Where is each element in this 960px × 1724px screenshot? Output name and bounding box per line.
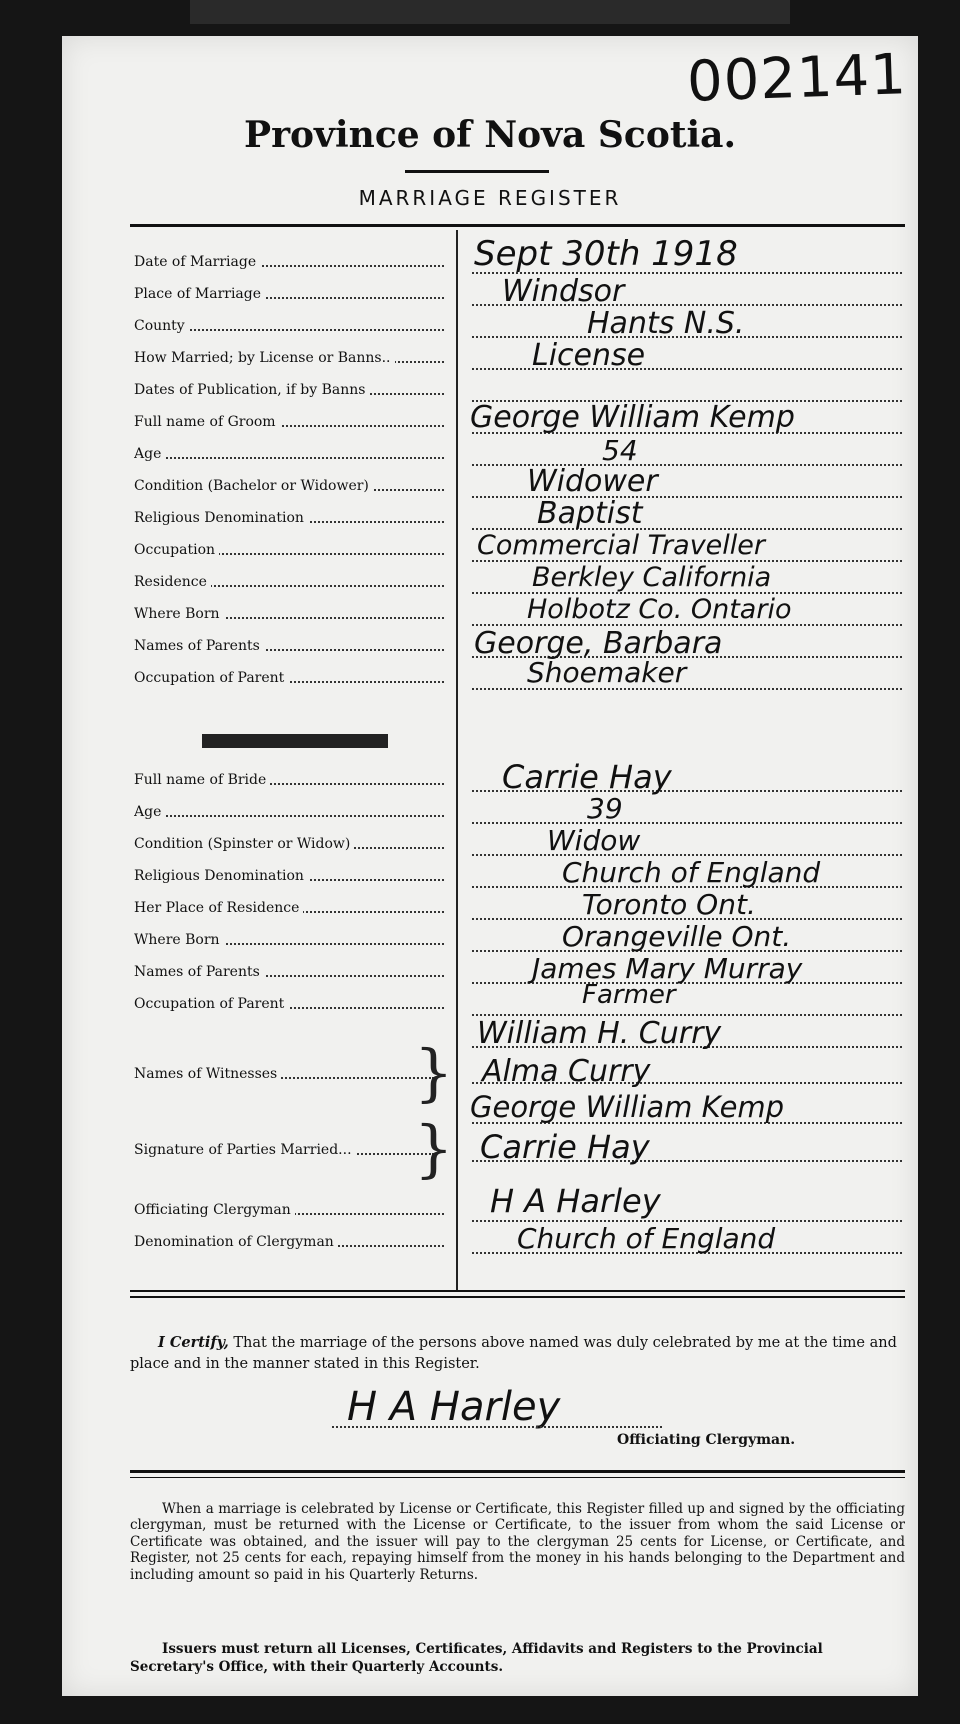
- value-bride-residence: Toronto Ont.: [582, 888, 756, 921]
- label-bride-condition: Condition (Spinster or Widow): [134, 836, 444, 852]
- label-groom-parents: Names of Parents: [134, 638, 444, 654]
- label-groom-name: Full name of Groom: [134, 414, 444, 430]
- value-date-of-marriage: Sept 30th 1918: [474, 234, 738, 274]
- register-number: 002141: [685, 42, 908, 115]
- value-bride-name: Carrie Hay: [502, 758, 672, 796]
- label-bride-residence: Her Place of Residence: [134, 900, 444, 916]
- label-clergy-denomination: Denomination of Clergyman: [134, 1234, 444, 1250]
- header-rule: [130, 224, 905, 227]
- label-groom-birthplace: Where Born: [134, 606, 444, 622]
- certify-heading: I Certify,: [158, 1334, 229, 1351]
- section-rule-2: [130, 1296, 905, 1298]
- clergy-signature: H A Harley: [347, 1384, 561, 1430]
- document-title: Province of Nova Scotia.: [244, 114, 736, 156]
- label-groom-age: Age: [134, 446, 444, 462]
- label-groom-occupation: Occupation: [134, 542, 444, 558]
- signature-caption: Officiating Clergyman.: [617, 1432, 796, 1448]
- value-how-married: License: [532, 338, 646, 373]
- value-groom-age: 54: [602, 434, 638, 467]
- label-bride-name: Full name of Bride: [134, 772, 444, 788]
- label-signatures: Signature of Parties Married...: [134, 1142, 434, 1158]
- certification-statement: [130, 1332, 900, 1375]
- notice-rule-2: [130, 1477, 905, 1478]
- value-groom-parents: George, Barbara: [474, 626, 723, 661]
- value-witness-1: William H. Curry: [477, 1016, 722, 1051]
- title-divider: [405, 170, 549, 173]
- value-witness-2: Alma Curry: [482, 1054, 651, 1089]
- signatures-brace: }: [414, 1112, 454, 1185]
- value-clergy-denomination: Church of England: [517, 1222, 776, 1255]
- label-county: County: [134, 318, 444, 334]
- value-officiating-clergyman: H A Harley: [490, 1182, 661, 1220]
- column-divider: [456, 230, 458, 1292]
- value-groom-parent-occupation: Shoemaker: [527, 656, 687, 689]
- value-groom-religion: Baptist: [537, 496, 643, 531]
- notice-rule-1: [130, 1470, 905, 1473]
- value-place-of-marriage: Windsor: [502, 274, 625, 309]
- value-groom-signature: George William Kemp: [470, 1090, 785, 1124]
- value-bride-parent-occupation: Farmer: [582, 980, 676, 1010]
- fill-line: [472, 822, 902, 824]
- label-bride-birthplace: Where Born: [134, 932, 444, 948]
- certify-text: That the marriage of the persons above named was duly celebrated by me at the time and place and in the manner stated in this Register.: [130, 1335, 897, 1373]
- value-bride-birthplace: Orangeville Ont.: [562, 920, 792, 953]
- label-how-married: How Married; by License or Banns..: [134, 350, 444, 366]
- value-groom-occupation: Commercial Traveller: [477, 530, 766, 561]
- register-form: [62, 36, 918, 1696]
- value-groom-birthplace: Holbotz Co. Ontario: [527, 594, 792, 625]
- value-county: Hants N.S.: [587, 306, 745, 341]
- document-subtitle: MARRIAGE REGISTER: [358, 186, 622, 210]
- label-groom-residence: Residence: [134, 574, 444, 590]
- notice-paragraph-issuers: Issuers must return all Licenses, Certificates, Affidavits and Registers to the Provincial Secretary's Office, with their Quarterly Accounts.: [130, 1641, 823, 1675]
- value-groom-residence: Berkley California: [532, 562, 772, 593]
- value-groom-condition: Widower: [527, 464, 658, 499]
- value-bride-parents: James Mary Murray: [532, 952, 803, 985]
- label-dates-of-publication: Dates of Publication, if by Banns: [134, 382, 444, 398]
- label-officiating-clergyman: Officiating Clergyman: [134, 1202, 444, 1218]
- value-bride-religion: Church of England: [562, 856, 821, 889]
- label-bride-parent-occupation: Occupation of Parent: [134, 996, 444, 1012]
- label-groom-religion: Religious Denomination: [134, 510, 444, 526]
- value-bride-age: 39: [587, 792, 623, 825]
- label-bride-parents: Names of Parents: [134, 964, 444, 980]
- label-bride-religion: Religious Denomination: [134, 868, 444, 884]
- value-bride-condition: Widow: [547, 824, 641, 857]
- signature-line: [332, 1426, 662, 1428]
- label-groom-condition: Condition (Bachelor or Widower): [134, 478, 444, 494]
- scanner-edge: [190, 0, 790, 24]
- bride-section-divider: [202, 734, 388, 748]
- label-date-of-marriage: Date of Marriage: [134, 254, 444, 270]
- value-groom-name: George William Kemp: [470, 400, 795, 435]
- label-witnesses: Names of Witnesses: [134, 1066, 434, 1082]
- value-bride-signature: Carrie Hay: [480, 1128, 650, 1166]
- section-rule-1: [130, 1290, 905, 1292]
- label-groom-parent-occupation: Occupation of Parent: [134, 670, 444, 686]
- label-place-of-marriage: Place of Marriage: [134, 286, 444, 302]
- witnesses-brace: }: [414, 1036, 454, 1109]
- label-bride-age: Age: [134, 804, 444, 820]
- notice-paragraph: When a marriage is celebrated by License or Certificate, this Register filled up and signed by the officiating clergyman, must be returned with the License or Certificate, to the issuer from whom the said License or Certificate was obtained, and the issuer will pay to the clergyman 25 cents for License, or Certificate, and Register, not 25 cents for each, repaying himself from the money in his hands belonging to the Department and including amount so paid in his Quarterly Returns.: [130, 1501, 905, 1583]
